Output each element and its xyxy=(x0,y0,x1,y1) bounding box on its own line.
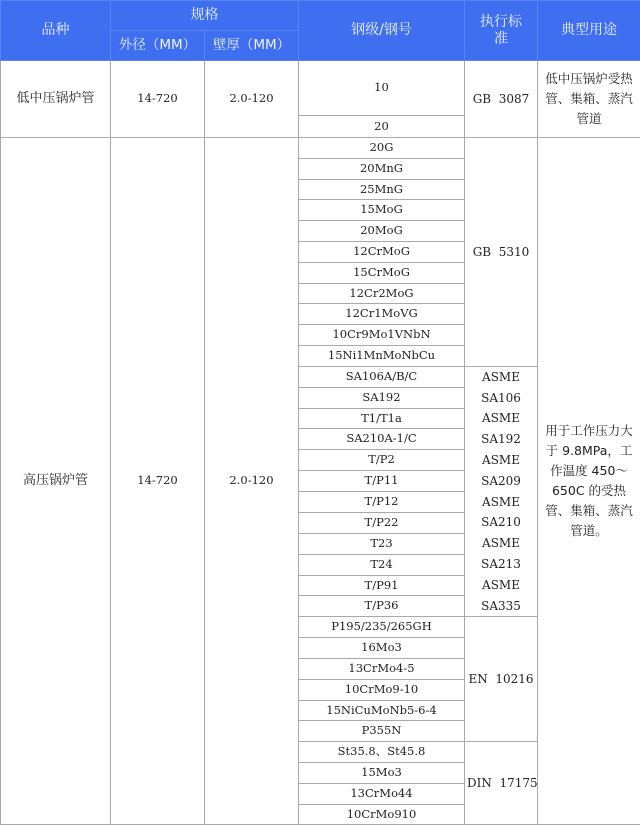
grade-cell: T23 xyxy=(299,533,465,554)
variety-low: 低中压锅炉管 xyxy=(1,61,111,138)
grade-cell: 15CrMoG xyxy=(299,262,465,283)
grade-cell: 15MoG xyxy=(299,200,465,221)
header-variety: 品种 xyxy=(1,1,111,61)
standard-low: GB 3087 xyxy=(465,61,538,138)
wall-thickness-low: 2.0-120 xyxy=(205,61,299,138)
standard-cell xyxy=(465,366,538,617)
grade-cell: 12Cr2MoG xyxy=(299,283,465,304)
header-usage: 典型用途 xyxy=(538,1,640,61)
grade-cell: T24 xyxy=(299,554,465,575)
header-spec: 规格 xyxy=(111,1,299,31)
grade-cell: T1/T1a xyxy=(299,408,465,429)
grade-cell: T/P22 xyxy=(299,512,465,533)
usage-high: 用于工作压力大于 9.8MPa，工作温度 450～650C 的受热管、集箱、蒸汽管道。 xyxy=(538,138,640,825)
wall-thickness-high: 2.0-120 xyxy=(205,138,299,825)
grade-cell: 10CrMo9-10 xyxy=(299,679,465,700)
standard-cell: DIN 17175 xyxy=(465,742,538,825)
grade-cell: SA192 xyxy=(299,387,465,408)
outer-diameter-low: 14-720 xyxy=(111,61,205,138)
standard-line: ASME xyxy=(482,536,520,551)
usage-low: 低中压锅炉受热管、集箱、蒸汽管道 xyxy=(538,61,640,138)
grade-cell: 25MnG xyxy=(299,179,465,200)
grade-cell: 15Ni1MnMoNbCu xyxy=(299,345,465,366)
header-wall-thickness: 壁厚（MM） xyxy=(205,31,299,61)
standard-line: SA106 xyxy=(481,390,521,405)
grade-cell: 13CrMo4-5 xyxy=(299,658,465,679)
grade-cell: SA210A-1/C xyxy=(299,429,465,450)
grade-cell: SA106A/B/C xyxy=(299,366,465,387)
standard-line: ASME xyxy=(482,494,520,509)
standard-line: ASME xyxy=(482,577,520,592)
grade-cell: 12Cr1MoVG xyxy=(299,304,465,325)
standard-line: ASME xyxy=(482,452,520,467)
grade-cell: St35.8、St45.8 xyxy=(299,742,465,763)
standard-line: SA209 xyxy=(481,473,521,488)
grade-cell: 15Mo3 xyxy=(299,762,465,783)
grade-cell: 15NiCuMoNb5-6-4 xyxy=(299,700,465,721)
standard-line: SA335 xyxy=(481,598,521,613)
variety-high: 高压锅炉管 xyxy=(1,138,111,825)
grade-cell: T/P2 xyxy=(299,450,465,471)
standard-line: SA192 xyxy=(481,432,521,447)
standard-line: SA213 xyxy=(481,556,521,571)
grade-cell: T/P12 xyxy=(299,492,465,513)
grade-cell: 10CrMo910 xyxy=(299,804,465,825)
grade-cell: 12CrMoG xyxy=(299,241,465,262)
grade-cell: 16Mo3 xyxy=(299,638,465,659)
grade-cell: 20G xyxy=(299,138,465,159)
grade-cell: 20MoG xyxy=(299,221,465,242)
grade-cell: 20 xyxy=(299,116,465,138)
standard-cell: EN 10216 xyxy=(465,617,538,742)
grade-cell: 10 xyxy=(299,61,465,116)
header-outer-diameter: 外径（MM） xyxy=(111,31,205,61)
grade-cell: 20MnG xyxy=(299,158,465,179)
grade-cell: T/P36 xyxy=(299,596,465,617)
header-grade: 钢级/钢号 xyxy=(299,1,465,61)
grade-cell: 10Cr9Mo1VNbN xyxy=(299,325,465,346)
grade-cell: T/P11 xyxy=(299,471,465,492)
standard-cell: GB 5310 xyxy=(465,138,538,367)
standard-line: ASME xyxy=(482,411,520,426)
grade-cell: T/P91 xyxy=(299,575,465,596)
header-standard: 执行标准 xyxy=(465,1,538,61)
standard-line: SA210 xyxy=(481,515,521,530)
standard-line: ASME xyxy=(482,369,520,384)
grade-cell: P355N xyxy=(299,721,465,742)
outer-diameter-high: 14-720 xyxy=(111,138,205,825)
grade-cell: P195/235/265GH xyxy=(299,617,465,638)
grade-cell: 13CrMo44 xyxy=(299,783,465,804)
